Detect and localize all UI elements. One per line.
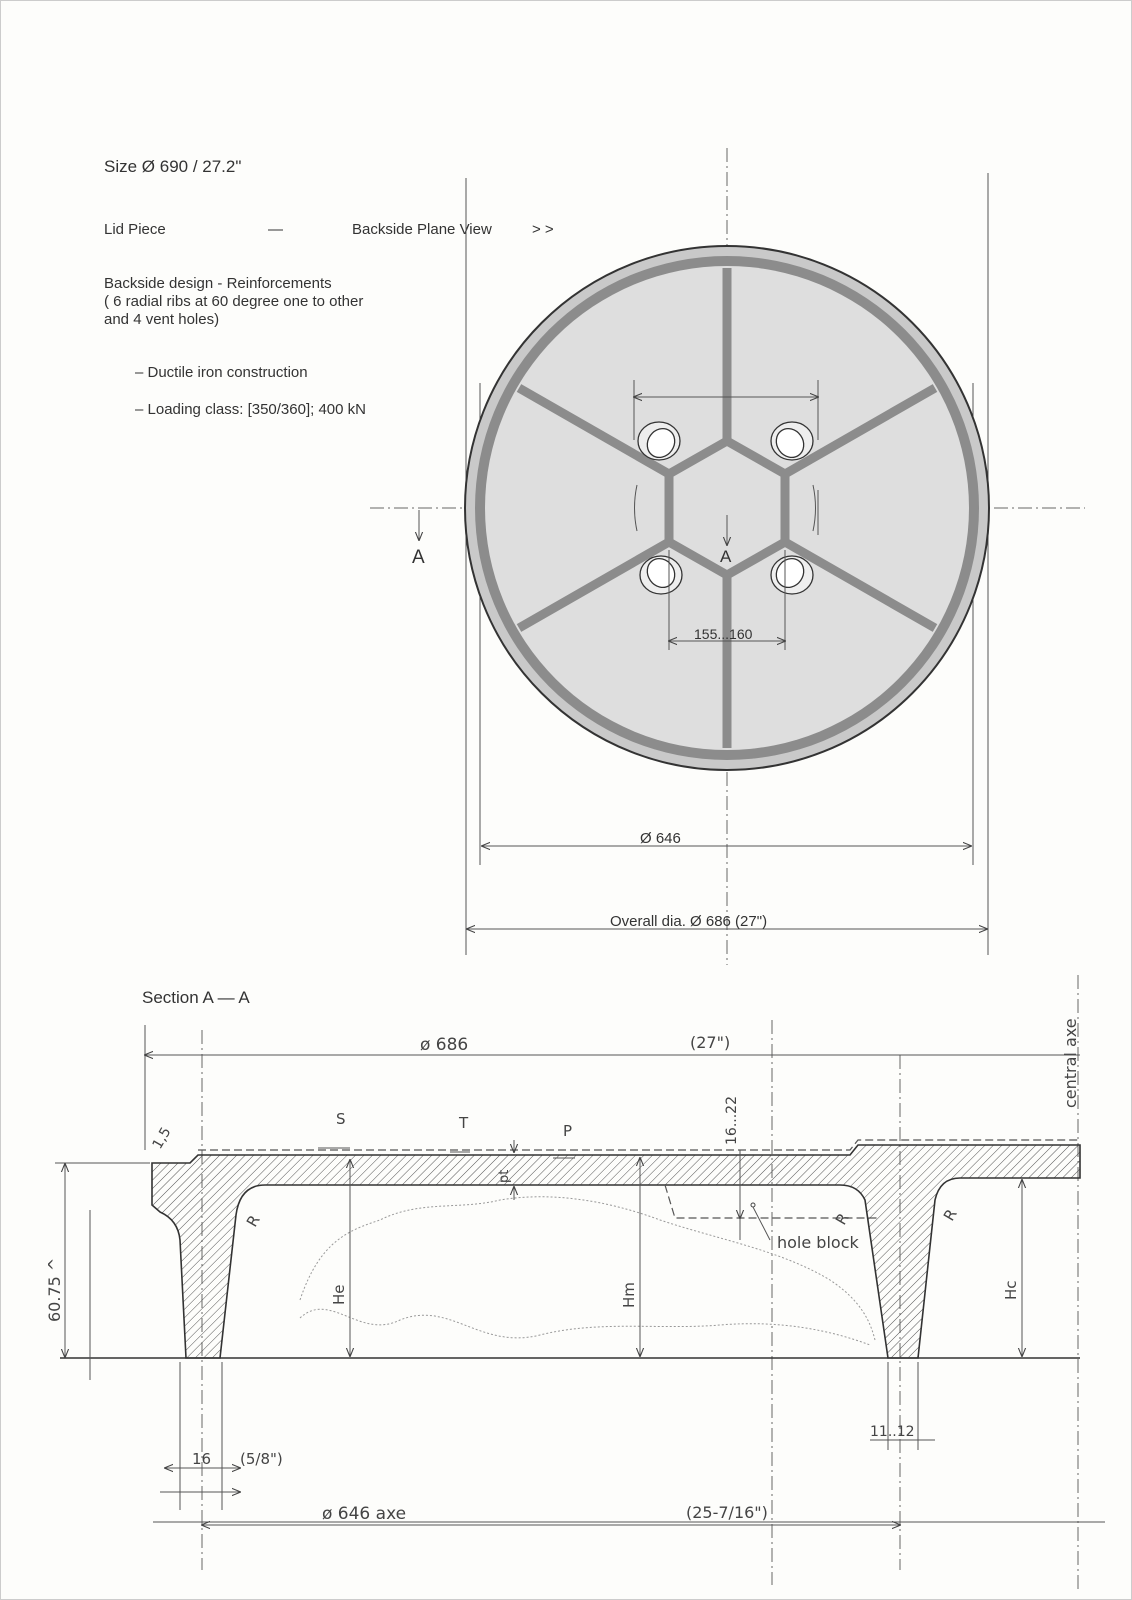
hole-block-leader xyxy=(753,1207,770,1240)
label-hc: Hc xyxy=(1002,1280,1020,1300)
label-t: T xyxy=(459,1114,469,1132)
dim-646-axe-imperial: (25-7/16") xyxy=(686,1503,768,1522)
design-line-1: Backside design - Reinforcements xyxy=(104,275,332,292)
dim-5-8-label: (5/8") xyxy=(240,1450,283,1468)
label-hm: Hm xyxy=(620,1282,638,1308)
dim-646-axe-label: ø 646 axe xyxy=(322,1504,407,1524)
dim-16-label: 16 xyxy=(192,1450,212,1468)
lid-piece-label: Lid Piece xyxy=(104,221,166,238)
dim-1-5: 1,5 xyxy=(149,1124,175,1152)
label-s: S xyxy=(336,1110,346,1128)
label-he: He xyxy=(330,1284,348,1305)
section-cast-body xyxy=(152,1145,1080,1358)
plan-view xyxy=(370,148,1085,965)
section-title: Section A — A xyxy=(142,988,250,1007)
dim-11-12-label: 11..12 xyxy=(870,1424,915,1440)
label-r-right: R xyxy=(939,1205,961,1224)
central-axe-label: central axe xyxy=(1061,1018,1080,1108)
hole-block-label: hole block xyxy=(777,1233,859,1252)
label-r-left: R xyxy=(242,1211,264,1230)
dim-686-imperial: (27") xyxy=(690,1033,731,1052)
label-r-center: R xyxy=(831,1209,853,1228)
section-marker-center: A xyxy=(720,547,732,566)
dim-height-label: 60.75 ^ xyxy=(45,1257,64,1322)
hole-block-marker xyxy=(751,1203,755,1207)
size-note: Size Ø 690 / 27.2" xyxy=(104,157,242,176)
dim-646-label: Ø 646 xyxy=(640,830,681,847)
bullet-loading-class: – Loading class: [350/360]; 400 kN xyxy=(135,401,366,418)
backside-view-label: Backside Plane View xyxy=(352,221,492,238)
hex-dimension-label: 155...160 xyxy=(694,626,753,642)
design-line-3: and 4 vent holes) xyxy=(104,311,220,328)
view-arrows: > > xyxy=(532,221,554,238)
lid-piece-dash: — xyxy=(268,221,283,238)
bullet-ductile-iron: – Ductile iron construction xyxy=(135,364,308,381)
section-marker-left: A xyxy=(412,547,425,568)
wavy-line-lower xyxy=(300,1309,870,1345)
label-pt: pt xyxy=(497,1169,512,1183)
label-p: P xyxy=(563,1122,573,1140)
sheet-border xyxy=(1,1,1132,1600)
design-line-2: ( 6 radial ribs at 60 degree one to other xyxy=(104,293,364,310)
dim-overall-label: Overall dia. Ø 686 (27") xyxy=(610,913,768,930)
notes-block xyxy=(104,157,554,418)
dim-686-label: ø 686 xyxy=(420,1035,469,1055)
section-view xyxy=(45,975,1105,1590)
dim-16-22: 16...22 xyxy=(724,1096,740,1145)
